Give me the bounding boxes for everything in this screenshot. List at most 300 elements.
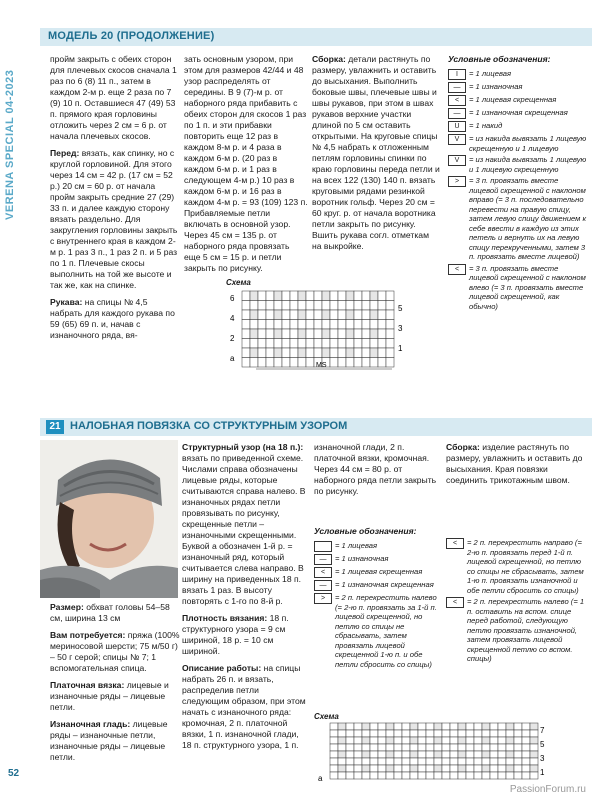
legend-item: [448, 69, 588, 80]
chart-cell: [394, 751, 402, 758]
chart-cell: [346, 329, 354, 339]
chart-cell: [282, 339, 290, 349]
chart-cell: [354, 320, 362, 330]
stitch-symbol-icon: <: [314, 567, 332, 578]
legend-text: = 1 изнаночная: [469, 82, 523, 91]
chart-cell: [370, 737, 378, 744]
chart-cell: [338, 358, 346, 368]
row-label: 6: [230, 294, 235, 303]
chart-cell: [338, 765, 346, 772]
chart-cell: [410, 758, 418, 765]
chart-cell: [330, 329, 338, 339]
chart-cell: [474, 737, 482, 744]
stitch-symbol-icon: V: [448, 134, 466, 145]
chart-cell: [442, 772, 450, 779]
chart-cell: [370, 730, 378, 737]
legend-item: [448, 108, 588, 119]
chart-cell: [410, 737, 418, 744]
chart-cell: [330, 744, 338, 751]
chart-cell: [450, 765, 458, 772]
chart-cell: [498, 751, 506, 758]
chart-cell: [250, 339, 258, 349]
chart-cell: [474, 751, 482, 758]
chart-cell: [450, 744, 458, 751]
chart-cell: [354, 765, 362, 772]
chart-cell: [434, 751, 442, 758]
chart-cell: [242, 348, 250, 358]
chart-cell: [338, 320, 346, 330]
chart-cell: [410, 730, 418, 737]
paragraph: пройм закрыть с обеих сторон для плечевых скосов сначала 1 раз по 6 (8) 11 п., затем в каждом 2-м р. еще 2 раза по 7 (9) 10 п. Оставшиеся 47 (49) 53 п. прямого края горловины отложить через 2 см = 6 р. от начала плечевых скосов.: [50, 54, 177, 141]
chart-cell: [322, 339, 330, 349]
chart-cell: [386, 358, 394, 368]
chart-cell: [362, 723, 370, 730]
chart-cell: [306, 320, 314, 330]
section-header: [40, 28, 592, 46]
chart-cell: [266, 320, 274, 330]
chart-cell: [242, 320, 250, 330]
chart-cell: [370, 723, 378, 730]
legend-item: [314, 580, 438, 591]
chart-cell: [250, 301, 258, 311]
chart-cell: [386, 301, 394, 311]
stitch-symbol-icon: [314, 541, 332, 552]
chart-cell: [458, 744, 466, 751]
chart-cell: [258, 348, 266, 358]
chart-cell: [362, 358, 370, 368]
chart-cell: [386, 730, 394, 737]
legend-text: = 1 лицевая: [469, 69, 512, 78]
headband-photo: [40, 440, 178, 598]
chart-cell: [290, 348, 298, 358]
legend-text: = 1 лицевая: [335, 541, 378, 550]
chart-cell: [346, 751, 354, 758]
chart-cell: [498, 772, 506, 779]
chart-cell: [418, 737, 426, 744]
chart-cell: [426, 744, 434, 751]
chart-cell: [514, 758, 522, 765]
chart-cell: [426, 730, 434, 737]
chart-cell: [482, 737, 490, 744]
chart-cell: [346, 291, 354, 301]
chart-cell: [442, 737, 450, 744]
model-photo: [40, 440, 178, 598]
legend-2a: [314, 526, 438, 671]
chart-cell: [402, 744, 410, 751]
legend-text: = 1 лицевая скрещенная: [469, 95, 557, 104]
chart-cell: [298, 329, 306, 339]
chart-cell: [514, 723, 522, 730]
chart-cell: [370, 744, 378, 751]
chart-cell: [410, 744, 418, 751]
chart-cell: [530, 765, 538, 772]
paragraph: Сборка: изделие растянуть по размеру, увлажнить и оставить до высыхания. Края повязки соединить трикотажным швом.: [446, 442, 583, 485]
chart-cell: [466, 737, 474, 744]
chart-cell: [386, 723, 394, 730]
chart-cell: [410, 772, 418, 779]
chart-cell: [330, 320, 338, 330]
chart-cell: [362, 751, 370, 758]
chart-cell: [370, 751, 378, 758]
chart-cell: [506, 751, 514, 758]
legend-2b: [446, 538, 588, 666]
chart-cell: [282, 301, 290, 311]
chart-cell: [306, 291, 314, 301]
chart-cell: [338, 751, 346, 758]
chart-cell: [466, 751, 474, 758]
chart-cell: [386, 320, 394, 330]
chart-cell: [330, 751, 338, 758]
chart-cell: [298, 301, 306, 311]
chart-cell: [274, 358, 282, 368]
chart-cell: [290, 339, 298, 349]
chart-cell: [330, 772, 338, 779]
chart-cell: [330, 758, 338, 765]
chart-cell: [490, 730, 498, 737]
legend-text: = 1 лицевая скрещенная: [335, 567, 423, 576]
chart-cell: [266, 291, 274, 301]
chart-cell: [378, 320, 386, 330]
chart-grid: [226, 287, 426, 371]
chart-cell: [362, 291, 370, 301]
chart-cell: [330, 291, 338, 301]
chart-cell: [322, 310, 330, 320]
chart-cell: [466, 758, 474, 765]
legend-item: [446, 597, 588, 664]
chart-cell: [442, 723, 450, 730]
chart-cell: [386, 310, 394, 320]
chart-cell: [514, 751, 522, 758]
chart-cell: [458, 730, 466, 737]
chart-cell: [410, 765, 418, 772]
chart-cell: [490, 758, 498, 765]
chart-cell: [330, 301, 338, 311]
chart-cell: [466, 723, 474, 730]
chart-cell: [466, 744, 474, 751]
chart-cell: [330, 730, 338, 737]
stitch-symbol-icon: U: [448, 121, 466, 132]
chart-cell: [530, 737, 538, 744]
chart-cell: [386, 765, 394, 772]
chart-cell: [498, 737, 506, 744]
chart-cell: [242, 339, 250, 349]
chart-cell: [370, 358, 378, 368]
chart-cell: [522, 723, 530, 730]
chart-cell: [490, 737, 498, 744]
chart-cell: [362, 320, 370, 330]
chart-cell: [250, 358, 258, 368]
chart-cell: [258, 291, 266, 301]
chart-cell: [378, 301, 386, 311]
chart-grid: [314, 721, 574, 783]
chart-cell: [274, 310, 282, 320]
legend-1: [448, 54, 588, 313]
chart-cell: [258, 329, 266, 339]
paragraph: Структурный узор (на 18 п.): вязать по приведенной схеме. Числами справа обозначены лицевые ряды, которые считываются справа налево. В изнаночных рядах петли провязывать по рисунку, скрещенные петли – изнаночными скрещенными. Буквой а обозначен 1-й р. = изнаночный ряд, который считывается слева направо. В ширину на приведенных 18 п. вязать 1 раз. В высоту повторять с 1-го по 8-й р.: [182, 442, 306, 606]
knitting-chart-1: [226, 278, 426, 368]
chart-cell: [250, 310, 258, 320]
chart-cell: [370, 329, 378, 339]
chart-cell: [394, 758, 402, 765]
chart-cell: [346, 358, 354, 368]
chart-cell: [338, 310, 346, 320]
chart-cell: [506, 723, 514, 730]
chart-cell: [370, 758, 378, 765]
chart-cell: [386, 772, 394, 779]
text-column-1: [50, 54, 180, 347]
chart-cell: [274, 339, 282, 349]
legend-item: [448, 176, 588, 262]
chart-cell: [330, 310, 338, 320]
legend-text: = из накида вывязать 1 лицевую скрещенную и 1 лицевую: [469, 134, 587, 153]
chart-cell: [514, 730, 522, 737]
chart-cell: [266, 358, 274, 368]
chart-cell: [450, 723, 458, 730]
chart-cell: [306, 348, 314, 358]
chart-cell: [394, 744, 402, 751]
chart-cell: [426, 737, 434, 744]
chart-cell: [314, 291, 322, 301]
chart-cell: [370, 320, 378, 330]
chart-cell: [514, 765, 522, 772]
s2-text-column-1: [50, 602, 180, 769]
chart-cell: [298, 310, 306, 320]
chart-cell: [498, 723, 506, 730]
stitch-symbol-icon: —: [448, 108, 466, 119]
legend-text: = 3 п. провязать вместе лицевой скрещенной с наклоном вправо (= 3 п. последовательно перевести на правую спицу, затем левую спицу движением к себе ввести в каждую из этих петель и вернуть их на левую спицу перекрученными, затем 3 п. провязать вместе лицевой): [469, 176, 587, 261]
chart-cell: [402, 772, 410, 779]
chart-cell: [346, 765, 354, 772]
chart-cell: [474, 730, 482, 737]
chart-cell: [258, 301, 266, 311]
chart-cell: [242, 301, 250, 311]
s2-text-column-2: [182, 442, 308, 757]
chart-cell: [442, 765, 450, 772]
row-label: 1: [540, 768, 545, 777]
chart-cell: [450, 751, 458, 758]
chart-cell: [418, 730, 426, 737]
chart-cell: [362, 339, 370, 349]
chart-cell: [346, 744, 354, 751]
chart-cell: [338, 329, 346, 339]
chart-cell: [474, 765, 482, 772]
chart-cell: [394, 723, 402, 730]
chart-cell: [458, 737, 466, 744]
chart-cell: [474, 744, 482, 751]
chart-cell: [402, 758, 410, 765]
chart-cell: [282, 358, 290, 368]
chart-cell: [258, 310, 266, 320]
chart-cell: [426, 751, 434, 758]
chart-cell: [442, 751, 450, 758]
chart-cell: [338, 723, 346, 730]
chart-cell: [378, 310, 386, 320]
chart-label: Схема: [314, 712, 339, 721]
chart-cell: [386, 744, 394, 751]
chart-cell: [498, 730, 506, 737]
chart-cell: [458, 723, 466, 730]
chart-cell: [354, 751, 362, 758]
legend-title: Условные обозначения:: [314, 526, 417, 536]
chart-cell: [338, 737, 346, 744]
chart-cell: [282, 291, 290, 301]
chart-cell: [258, 358, 266, 368]
paragraph: Плотность вязания: 18 п. структурного узора = 9 см шириной, 18 р. = 10 см шириной.: [182, 613, 289, 656]
paragraph: Платочная вязка: лицевые и изнаночные ряды – лицевые петли.: [50, 680, 169, 712]
chart-cell: [354, 310, 362, 320]
legend-item: [448, 155, 588, 174]
chart-cell: [450, 730, 458, 737]
chart-cell: [242, 310, 250, 320]
chart-cell: [410, 723, 418, 730]
chart-cell: [490, 765, 498, 772]
legend-text: = 1 изнаночная скрещенная: [469, 108, 568, 117]
chart-cell: [378, 772, 386, 779]
chart-cell: [394, 730, 402, 737]
chart-cell: [266, 310, 274, 320]
s2-text-column-3: [314, 442, 438, 503]
chart-cell: [530, 751, 538, 758]
chart-cell: [514, 737, 522, 744]
chart-cell: [242, 358, 250, 368]
chart-cell: [346, 737, 354, 744]
chart-cell: [346, 339, 354, 349]
chart-cell: [418, 751, 426, 758]
stitch-symbol-icon: —: [448, 82, 466, 93]
chart-cell: [386, 758, 394, 765]
chart-cell: [474, 758, 482, 765]
chart-cell: [522, 730, 530, 737]
chart-cell: [314, 301, 322, 311]
chart-cell: [522, 751, 530, 758]
chart-cell: [250, 320, 258, 330]
chart-cell: [298, 348, 306, 358]
chart-cell: [354, 758, 362, 765]
paragraph: Описание работы: на спицы набрать 26 п. и вязать, распределив петли следующим образом, при этом начать с изнаночного ряда: кромочная, 2 п. платочной вязки, 1 п. изнаночной глади, 18 п. структурного узора, 1 п.: [182, 663, 306, 750]
chart-cell: [378, 291, 386, 301]
chart-cell: [314, 329, 322, 339]
chart-cell: [266, 339, 274, 349]
stitch-symbol-icon: <: [446, 538, 464, 549]
chart-cell: [362, 737, 370, 744]
chart-cell: [346, 772, 354, 779]
chart-cell: [258, 339, 266, 349]
chart-cell: [386, 291, 394, 301]
chart-cell: [378, 730, 386, 737]
chart-cell: [338, 348, 346, 358]
chart-cell: [506, 772, 514, 779]
chart-cell: [298, 358, 306, 368]
chart-cell: [322, 329, 330, 339]
legend-item: [314, 541, 438, 552]
row-label: а: [230, 354, 235, 363]
chart-cell: [506, 765, 514, 772]
chart-cell: [498, 758, 506, 765]
chart-cell: [258, 320, 266, 330]
chart-cell: [362, 758, 370, 765]
chart-cell: [298, 291, 306, 301]
ms-label: MS: [316, 362, 327, 369]
section-title: НАЛОБНАЯ ПОВЯЗКА СО СТРУКТУРНЫМ УЗОРОМ: [70, 420, 348, 432]
paragraph: Вам потребуется: пряжа (100% мериносовой шерсти; 75 м/50 г) – 50 г серой; спицы № 7; 1 вспомогательная спица.: [50, 630, 180, 673]
legend-item: [314, 593, 438, 669]
chart-cell: [490, 744, 498, 751]
legend-text: = 2 п. перекрестить налево (= 2-ю п. провязать за 1-й п. лицевой скрещенной, но петлю со спицы не сбрасывать, затем провязать лицевой скрещенной 1-ю п. и обе петли сбросить со спицы): [335, 593, 437, 669]
chart-cell: [322, 348, 330, 358]
chart-cell: [378, 329, 386, 339]
chart-cell: [330, 358, 338, 368]
chart-cell: [346, 301, 354, 311]
chart-cell: [322, 320, 330, 330]
chart-cell: [338, 291, 346, 301]
chart-cell: [362, 348, 370, 358]
chart-cell: [290, 291, 298, 301]
chart-cell: [482, 723, 490, 730]
paragraph: Изнаночная гладь: лицевые ряды – изнаночные петли, изнаночные ряды – лицевые петли.: [50, 719, 168, 762]
chart-cell: [274, 329, 282, 339]
chart-cell: [482, 744, 490, 751]
legend-title: Условные обозначения:: [448, 54, 551, 64]
chart-cell: [434, 758, 442, 765]
stitch-symbol-icon: <: [446, 597, 464, 608]
section-header-21: [40, 418, 592, 436]
chart-cell: [362, 765, 370, 772]
chart-cell: [514, 772, 522, 779]
chart-cell: [354, 329, 362, 339]
chart-cell: [338, 744, 346, 751]
chart-cell: [522, 758, 530, 765]
legend-item: [448, 82, 588, 93]
chart-cell: [370, 765, 378, 772]
chart-cell: [482, 765, 490, 772]
chart-cell: [346, 320, 354, 330]
chart-cell: [474, 772, 482, 779]
row-label: 3: [398, 324, 403, 333]
chart-cell: [458, 751, 466, 758]
chart-cell: [314, 339, 322, 349]
chart-cell: [514, 744, 522, 751]
chart-cell: [330, 723, 338, 730]
legend-item: [448, 121, 588, 132]
chart-cell: [354, 348, 362, 358]
legend-text: = 3 п. провязать вместе лицевой скрещенной с наклоном влево (= 3 п. провязать вместе лицевой скрещенной, как обычно): [469, 263, 586, 311]
page-number: 52: [8, 768, 20, 779]
chart-cell: [442, 744, 450, 751]
knitting-chart-2: [314, 712, 574, 782]
row-label: 2: [230, 334, 235, 343]
chart-cell: [250, 348, 258, 358]
chart-cell: [314, 348, 322, 358]
legend-text: = 2 п. перекрестить налево (= 1 п. оставить на вспом. спице перед работой, следующую петлю провязать изнаночной, затем провязать лицевой скрещенной петлю со вспом. спицы): [467, 597, 585, 663]
chart-cell: [274, 301, 282, 311]
chart-cell: [490, 751, 498, 758]
chart-cell: [354, 737, 362, 744]
chart-cell: [426, 723, 434, 730]
chart-cell: [450, 758, 458, 765]
chart-cell: [290, 358, 298, 368]
stitch-symbol-icon: >: [314, 593, 332, 604]
chart-cell: [330, 765, 338, 772]
chart-cell: [506, 744, 514, 751]
legend-item: [314, 554, 438, 565]
chart-cell: [402, 730, 410, 737]
chart-cell: [426, 758, 434, 765]
chart-cell: [314, 320, 322, 330]
chart-cell: [354, 339, 362, 349]
chart-cell: [362, 772, 370, 779]
section-title: МОДЕЛЬ 20 (ПРОДОЛЖЕНИЕ): [48, 30, 215, 42]
chart-cell: [362, 329, 370, 339]
